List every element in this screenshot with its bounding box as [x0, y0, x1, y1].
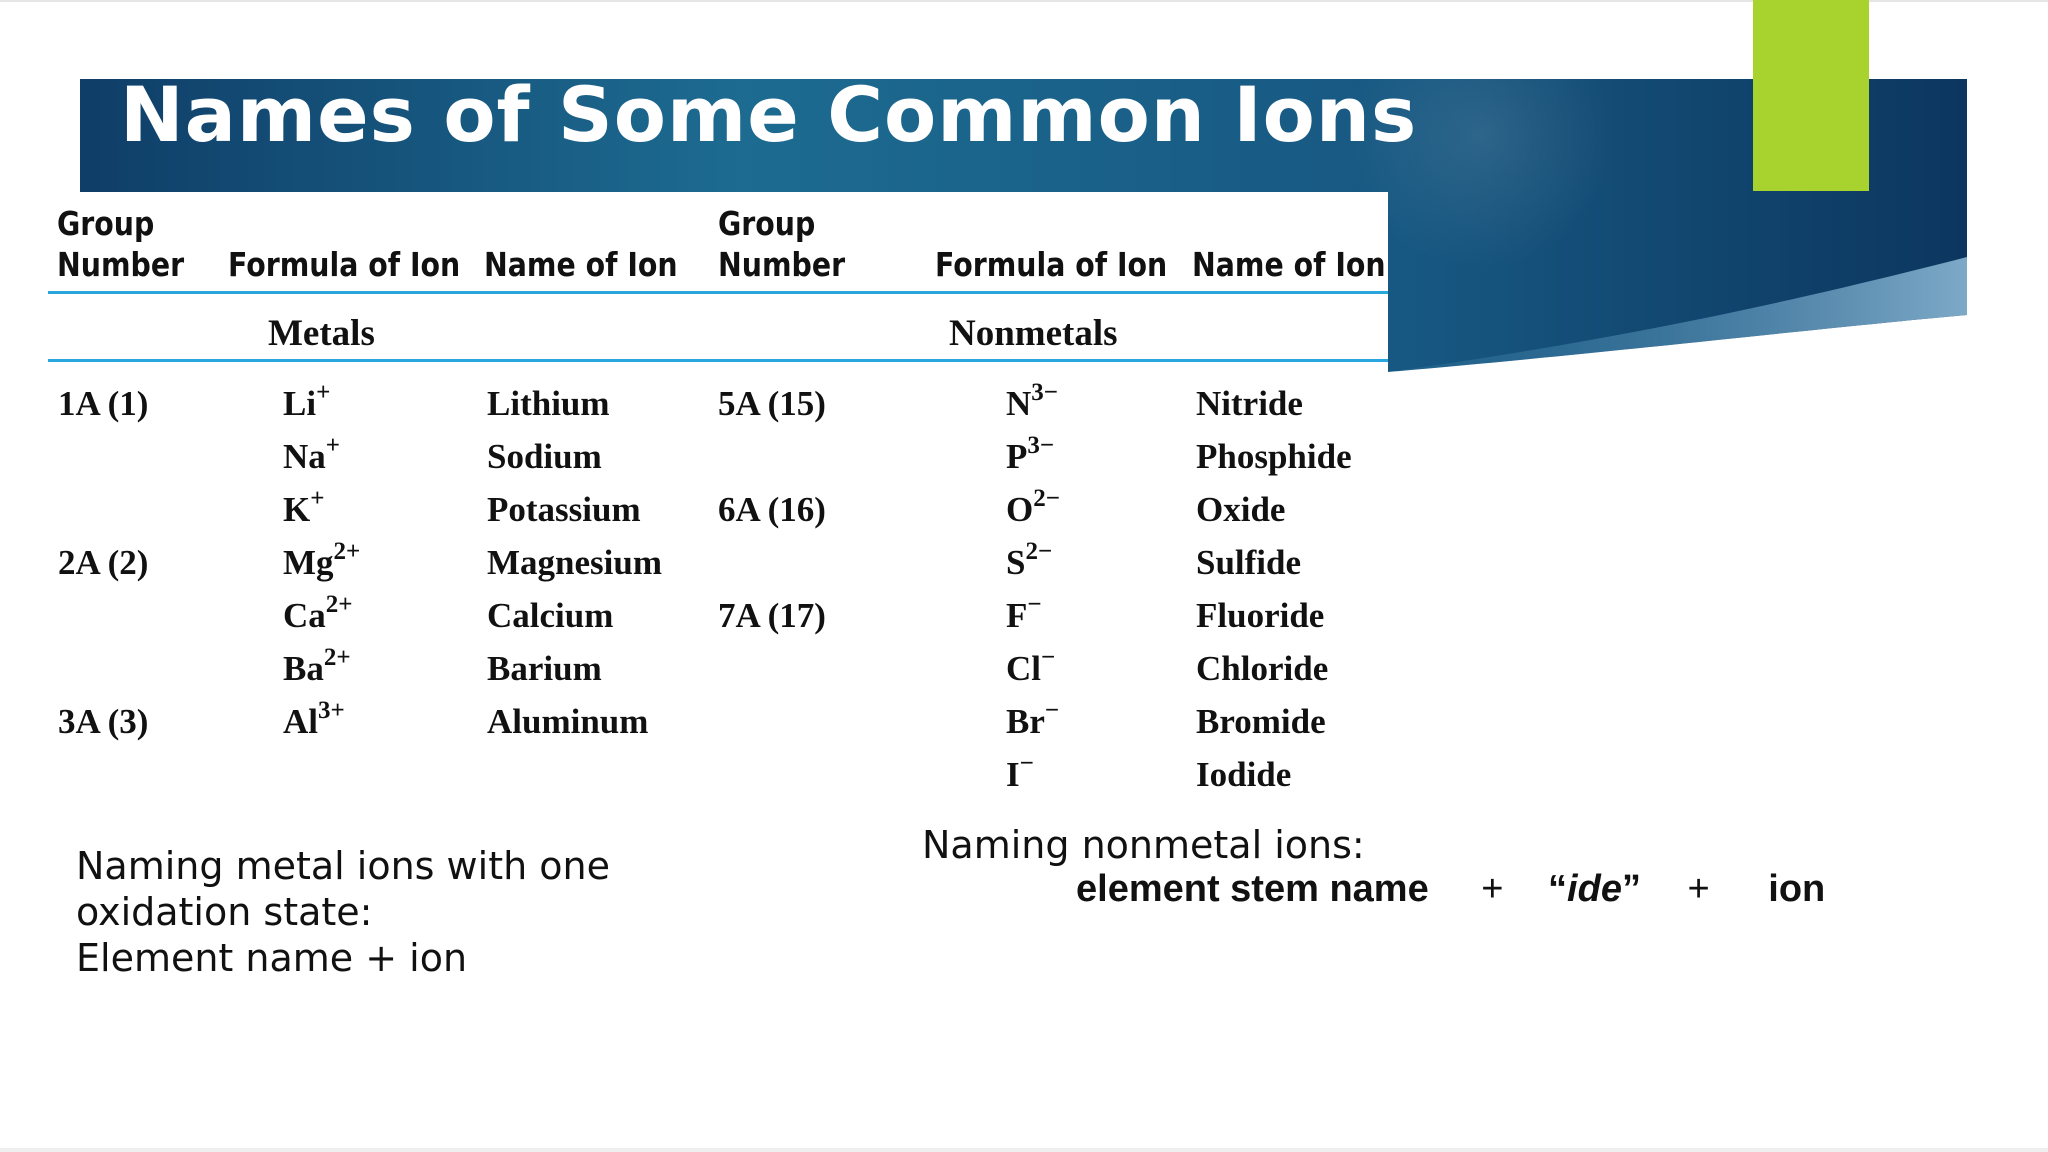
formula-ide-text: ide: [1567, 868, 1622, 910]
header-line: Number: [57, 245, 185, 284]
header-line: Group: [57, 204, 155, 243]
section-metals: Metals: [268, 313, 375, 354]
formula-cell: [1006, 591, 1042, 636]
accent-tab: [1753, 0, 1869, 191]
formula-cell: [283, 697, 345, 742]
formula-plus-1: +: [1481, 868, 1504, 910]
ion-name-cell: Bromide: [1196, 702, 1326, 741]
formula-cell: [1006, 750, 1034, 795]
ion-charge: 2−: [1033, 485, 1060, 513]
header-name-left: Name of Ion: [484, 245, 678, 284]
formula-cell: [283, 644, 351, 689]
ion-symbol: S: [1006, 543, 1026, 582]
formula-cell: [1006, 485, 1060, 530]
ion-name-cell: Iodide: [1196, 755, 1292, 794]
ion-charge: 2+: [323, 644, 351, 672]
ion-charge: 3+: [318, 697, 345, 725]
group-cell: 2A (2): [58, 543, 149, 582]
header-name-right: Name of Ion: [1192, 245, 1386, 284]
ion-symbol: Al: [283, 702, 318, 741]
ion-symbol: Li: [283, 384, 317, 423]
formula-cell: [283, 485, 325, 530]
nonmetal-naming-heading: Naming nonmetal ions:: [922, 823, 1365, 867]
nonmetal-naming-formula: [1076, 868, 1825, 914]
header-formula-left: Formula of Ion: [228, 245, 461, 284]
ion-symbol: Cl: [1006, 649, 1041, 688]
ion-charge: 3−: [1031, 379, 1059, 407]
ion-symbol: F: [1006, 596, 1028, 635]
ion-charge: −: [1044, 697, 1060, 725]
ion-name-cell: Potassium: [487, 490, 641, 529]
bottom-divider: [0, 1148, 2048, 1152]
ion-symbol: Mg: [283, 543, 334, 582]
formula-ide: [1548, 868, 1641, 911]
ion-charge: +: [310, 485, 325, 513]
note-line: oxidation state:: [76, 890, 373, 934]
ions-table: [48, 192, 1388, 812]
ion-symbol: N: [1006, 384, 1032, 423]
formula-cell: [283, 591, 353, 636]
ion-symbol: Ba: [283, 649, 324, 688]
ion-charge: 2+: [333, 538, 361, 566]
formula-cell: [1006, 379, 1059, 424]
group-cell: 1A (1): [58, 384, 149, 423]
header-rule: [48, 291, 1388, 294]
ion-charge: 2−: [1025, 538, 1053, 566]
ion-name-cell: Oxide: [1196, 490, 1286, 529]
ion-charge: −: [1041, 644, 1056, 672]
ion-charge: 2+: [325, 591, 353, 619]
ion-symbol: I: [1006, 755, 1020, 794]
ion-name-cell: Aluminum: [487, 702, 649, 741]
ion-name-cell: Phosphide: [1196, 437, 1352, 476]
formula-cell: [1006, 644, 1056, 689]
ion-charge: +: [316, 379, 331, 407]
note-line: Naming metal ions with one: [76, 844, 610, 888]
section-nonmetals: Nonmetals: [949, 313, 1118, 354]
formula-ion: ion: [1768, 868, 1826, 910]
formula-cell: [283, 538, 361, 583]
ion-charge: 3−: [1027, 432, 1055, 460]
ion-name-cell: Calcium: [487, 596, 614, 635]
formula-cell: [283, 379, 331, 424]
ion-name-cell: Chloride: [1196, 649, 1329, 688]
ion-name-cell: Nitride: [1196, 384, 1303, 423]
slide-title: Names of Some Common Ions: [120, 70, 1418, 159]
ion-name-cell: Sulfide: [1196, 543, 1302, 582]
formula-cell: [1006, 432, 1055, 477]
formula-open-quote: “: [1548, 868, 1568, 910]
ion-symbol: O: [1006, 490, 1034, 529]
ion-charge: −: [1027, 591, 1042, 619]
formula-cell: [283, 432, 341, 477]
ion-name-cell: Lithium: [487, 384, 610, 423]
header-group-number-left: [57, 203, 184, 285]
formula-cell: [1006, 697, 1060, 742]
group-cell: 3A (3): [58, 702, 149, 741]
ion-symbol: Br: [1006, 702, 1045, 741]
header-formula-right: Formula of Ion: [935, 245, 1168, 284]
group-cell: 5A (15): [718, 384, 826, 423]
ion-charge: −: [1019, 750, 1034, 778]
header-line: Number: [718, 245, 846, 284]
section-rule: [48, 359, 1388, 362]
ion-symbol: P: [1006, 437, 1028, 476]
ion-symbol: Ca: [283, 596, 326, 635]
note-line: Element name + ion: [76, 936, 468, 980]
ion-charge: +: [325, 432, 341, 460]
group-cell: 7A (17): [718, 596, 826, 635]
group-cell: 6A (16): [718, 490, 826, 529]
ion-name-cell: Fluoride: [1196, 596, 1325, 635]
ion-name-cell: Magnesium: [487, 543, 662, 582]
ion-symbol: K: [283, 490, 311, 529]
ion-name-cell: Sodium: [487, 437, 602, 476]
formula-close-quote: ”: [1621, 868, 1641, 910]
ion-name-cell: Barium: [487, 649, 602, 688]
ion-symbol: Na: [283, 437, 326, 476]
header-line: Group: [718, 204, 816, 243]
formula-plus-2: +: [1687, 868, 1710, 910]
header-group-number-right: [718, 203, 845, 285]
formula-cell: [1006, 538, 1053, 583]
formula-element-stem: element stem name: [1076, 868, 1429, 910]
metal-naming-note: [76, 843, 610, 981]
